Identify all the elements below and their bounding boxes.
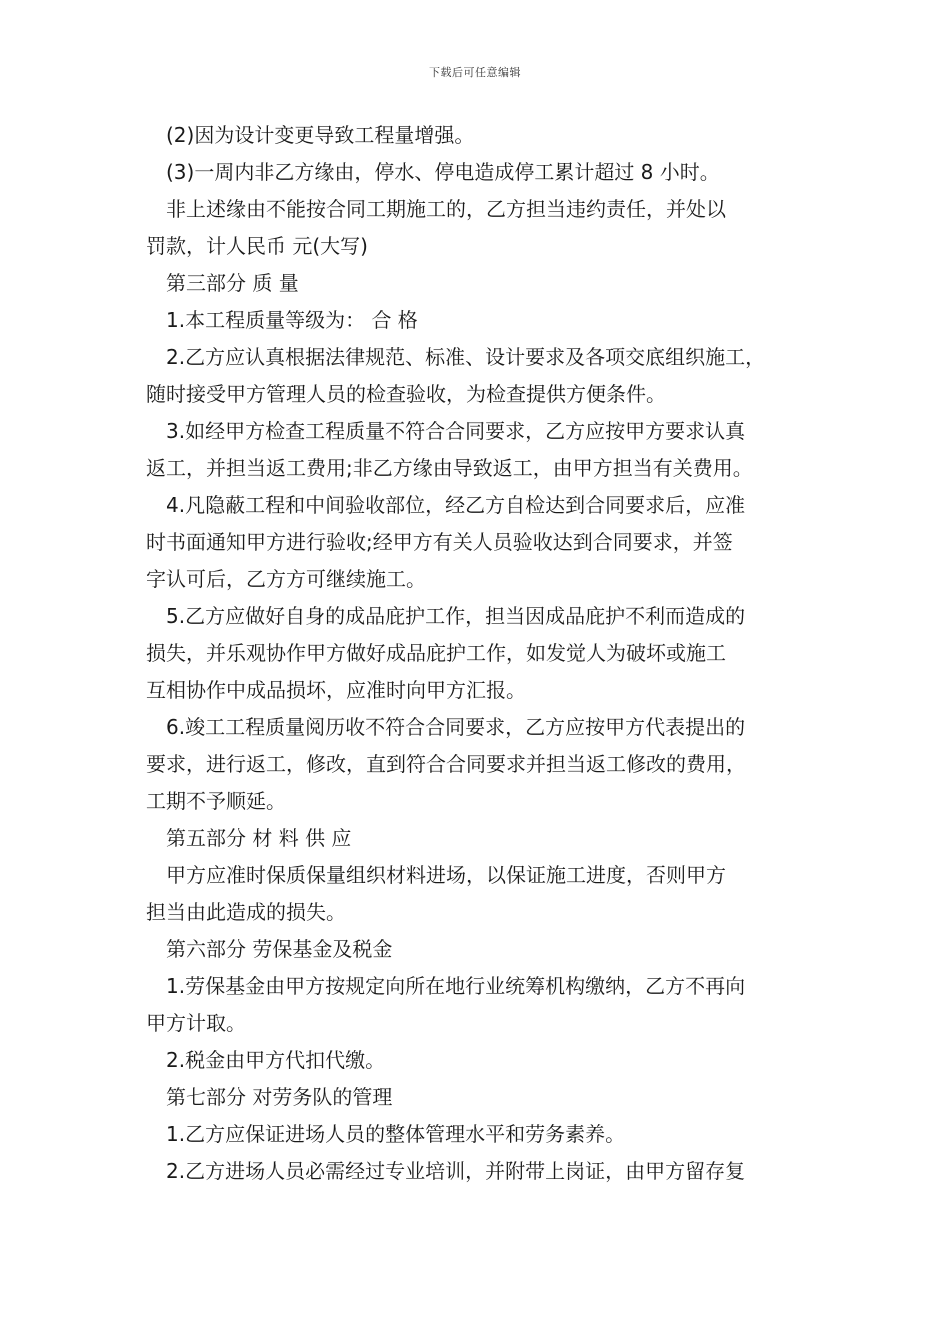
paragraph-line: 甲方计取。 [146,1011,246,1035]
paragraph-line: 甲方应准时保质保量组织材料进场，以保证施工进度，否则甲方 [166,863,726,887]
paragraph-line: 要求，进行返工，修改，直到符合合同要求并担当返工修改的费用， [146,752,746,776]
paragraph-line: (2)因为设计变更导致工程量增强。 [166,123,475,147]
paragraph-line: 2.乙方应认真根据法律规范、标准、设计要求及各项交底组织施工， [166,345,766,369]
paragraph-line: 4.凡隐蔽工程和中间验收部位，经乙方自检达到合同要求后，应准 [166,493,746,517]
paragraph-line: 1.本工程质量等级为： 合 格 [166,308,418,332]
paragraph-line: 担当由此造成的损失。 [146,900,346,924]
paragraph-line: 随时接受甲方管理人员的检查验收，为检查提供方便条件。 [146,382,666,406]
paragraph-line: 1.劳保基金由甲方按规定向所在地行业统筹机构缴纳，乙方不再向 [166,974,746,998]
paragraph-line: 5.乙方应做好自身的成品庇护工作，担当因成品庇护不利而造成的 [166,604,746,628]
paragraph-line: 2.乙方进场人员必需经过专业培训，并附带上岗证，由甲方留存复 [166,1159,746,1183]
section-heading: 第三部分 质 量 [166,271,299,295]
paragraph-line: 字认可后，乙方方可继续施工。 [146,567,426,591]
paragraph-line: 返工，并担当返工费用;非乙方缘由导致返工，由甲方担当有关费用。 [146,456,753,480]
document-body [146,117,814,1190]
section-heading: 第五部分 材 料 供 应 [166,826,352,850]
section-heading: 第七部分 对劳务队的管理 [166,1085,393,1109]
paragraph-line: 时书面通知甲方进行验收;经甲方有关人员验收达到合同要求，并签 [146,530,733,554]
section-heading: 第六部分 劳保基金及税金 [166,937,393,961]
paragraph-line: 互相协作中成品损坏，应准时向甲方汇报。 [146,678,526,702]
page-header: 下载后可任意编辑 [429,66,521,79]
paragraph-line: 工期不予顺延。 [146,789,286,813]
paragraph-line: 非上述缘由不能按合同工期施工的，乙方担当违约责任，并处以 [166,197,726,221]
paragraph-line: 2.税金由甲方代扣代缴。 [166,1048,386,1072]
paragraph-line: 罚款，计人民币 元(大写) [146,234,368,258]
paragraph-line: (3)一周内非乙方缘由，停水、停电造成停工累计超过 8 小时。 [166,160,720,184]
paragraph-line: 6.竣工工程质量阅历收不符合合同要求，乙方应按甲方代表提出的 [166,715,746,739]
paragraph-line: 1.乙方应保证进场人员的整体管理水平和劳务素养。 [166,1122,626,1146]
paragraph-line: 损失，并乐观协作甲方做好成品庇护工作，如发觉人为破坏或施工 [146,641,726,665]
paragraph-line: 3.如经甲方检查工程质量不符合合同要求，乙方应按甲方要求认真 [166,419,746,443]
